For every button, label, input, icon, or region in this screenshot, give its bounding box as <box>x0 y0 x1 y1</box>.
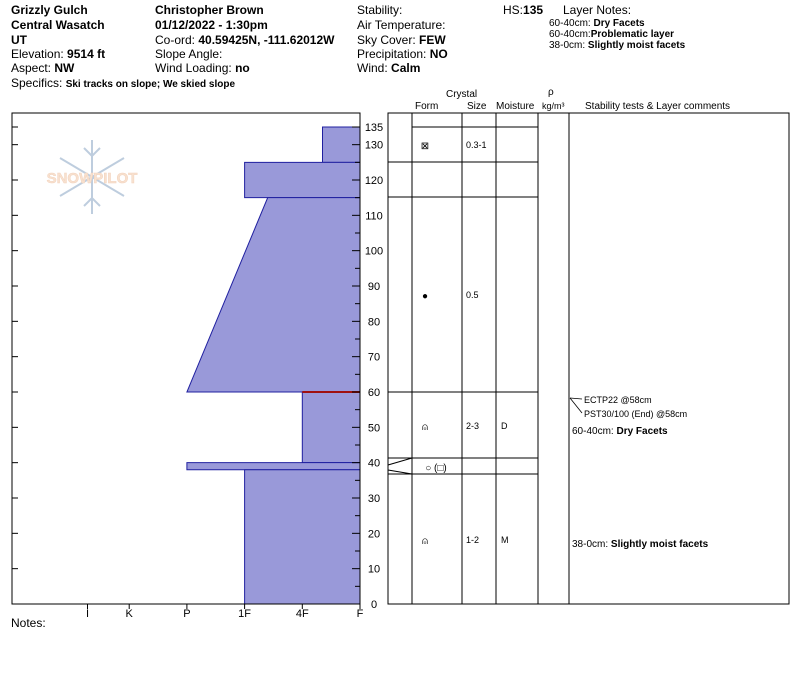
elevation-label: Elevation: <box>11 47 64 61</box>
layer-note-3-text: Slightly moist facets <box>587 40 686 51</box>
elevation-value: 9514 ft <box>67 47 106 61</box>
layer-comments <box>572 426 709 550</box>
crystal-size-2: 0.5 <box>466 290 479 300</box>
datetime: 01/12/2022 - 1:30pm <box>155 18 268 32</box>
snowpilot-logo <box>47 140 138 214</box>
depth-label-60: 60 <box>367 387 381 399</box>
range-name: Central Wasatch <box>11 18 105 32</box>
specifics-label: Specifics: <box>11 76 63 90</box>
depth-label-110: 110 <box>365 210 383 223</box>
crystal-form-3: ⍝ <box>422 422 428 433</box>
crystal-form-5: ⍝ <box>422 536 428 547</box>
moisture-header: Moisture <box>496 101 535 112</box>
depth-label-10: 10 <box>367 563 381 576</box>
hardness-label-F: F <box>356 608 364 620</box>
hardness-profile <box>187 127 360 604</box>
depth-label-90: 90 <box>367 281 381 293</box>
test-pointer-2 <box>570 398 582 413</box>
hardness-layer-2 <box>245 162 360 197</box>
crystal-size-3: 2-3 <box>466 421 480 431</box>
specifics-value: Ski tracks on slope; We skied slope <box>65 79 236 90</box>
depth-label-0: 0 <box>370 599 378 611</box>
wind-value: Calm <box>391 61 421 75</box>
hardness-layer-5 <box>187 463 360 470</box>
stability-tests <box>570 395 687 419</box>
layer-note-2-text: Problematic layer <box>590 29 675 40</box>
coord-value: 40.59425N, -111.62012W <box>198 33 335 47</box>
hs-label: HS: <box>503 3 524 17</box>
crystal-cells <box>421 140 509 547</box>
observer-name: Christopher Brown <box>155 3 264 17</box>
size-header: Size <box>467 101 487 112</box>
crystal-size-1: 0.3-1 <box>466 140 487 150</box>
depth-label-20: 20 <box>367 528 381 541</box>
logo-text: SNOWPILOT <box>46 170 138 187</box>
depth-label-100: 100 <box>364 245 384 258</box>
stability-label: Stability: <box>357 3 403 17</box>
connector-slant-bottom <box>388 470 412 474</box>
hardness-layer-3 <box>187 198 360 392</box>
air-temp-label: Air Temperature: <box>357 18 446 32</box>
test-pointer-1 <box>570 398 582 399</box>
crystal-size-5: 1-2 <box>466 535 480 545</box>
hardness-label-I: I <box>85 608 90 620</box>
hardness-label-1F: 1F <box>238 608 252 620</box>
crystal-form-2: ● <box>421 291 429 302</box>
stability-test-1: ECTP22 @58cm <box>584 395 652 405</box>
precip-label: Precipitation: <box>357 47 427 61</box>
aspect-value: NW <box>54 61 75 75</box>
layer-note-1-range: 60-40cm: <box>549 18 591 29</box>
wind-label: Wind: <box>357 61 388 75</box>
crystal-form-4: ○ (□) <box>425 463 447 474</box>
layer-comment-1: 60-40cm: Dry Facets <box>572 426 668 437</box>
connector-slant-top <box>388 458 412 465</box>
rho-header: ρ <box>548 87 554 98</box>
table-frame <box>388 113 789 604</box>
precip-value: NO <box>429 47 448 61</box>
hardness-label-K: K <box>125 608 133 620</box>
depth-label-130: 130 <box>364 139 384 152</box>
hs-value: 135 <box>523 3 544 17</box>
crystal-moisture-3: D <box>501 421 508 431</box>
wind-loading-label: Wind Loading: <box>155 61 232 75</box>
hardness-layer-4 <box>302 392 360 463</box>
layer-comment-2: 38-0cm: Slightly moist facets <box>572 539 709 550</box>
notes-label: Notes: <box>11 616 46 630</box>
depth-label-120: 120 <box>364 175 384 187</box>
hardness-layer-6 <box>245 470 360 604</box>
sky-cover-label: Sky Cover: <box>357 33 416 47</box>
depth-label-30: 30 <box>367 493 381 505</box>
state-name: UT <box>11 33 27 47</box>
crystal-form-1: ⊠ <box>420 141 430 152</box>
table-columns <box>412 113 569 604</box>
layer-notes-title: Layer Notes: <box>563 3 632 17</box>
sky-cover-value: FEW <box>419 33 446 47</box>
crystal-moisture-5: M <box>501 535 509 545</box>
comments-header: Stability tests & Layer comments <box>585 101 731 112</box>
layer-note-3-range: 38-0cm: <box>549 40 586 51</box>
wind-loading-value: no <box>235 61 250 75</box>
depth-label-50: 50 <box>367 422 381 435</box>
form-header: Form <box>415 101 439 112</box>
layer-connectors <box>388 162 412 474</box>
layer-note-1-text: Dry Facets <box>593 18 645 29</box>
stability-test-2: PST30/100 (End) @58cm <box>584 409 688 419</box>
depth-label-80: 80 <box>367 316 381 329</box>
hardness-axis <box>86 604 364 620</box>
depth-label-70: 70 <box>367 351 381 364</box>
depth-label-135: 135 <box>364 122 384 134</box>
crystal-header: Crystal <box>446 89 478 100</box>
slope-angle-label: Slope Angle: <box>155 47 223 61</box>
coord-label: Co-ord: <box>155 33 196 47</box>
layer-note-2-range: 60-40cm: <box>549 29 591 40</box>
hardness-label-4F: 4F <box>295 608 309 620</box>
hardness-label-P: P <box>183 608 191 620</box>
depth-label-40: 40 <box>367 457 381 470</box>
location-name: Grizzly Gulch <box>11 3 88 17</box>
density-unit-header: kg/m³ <box>542 101 565 111</box>
aspect-label: Aspect: <box>11 61 52 75</box>
